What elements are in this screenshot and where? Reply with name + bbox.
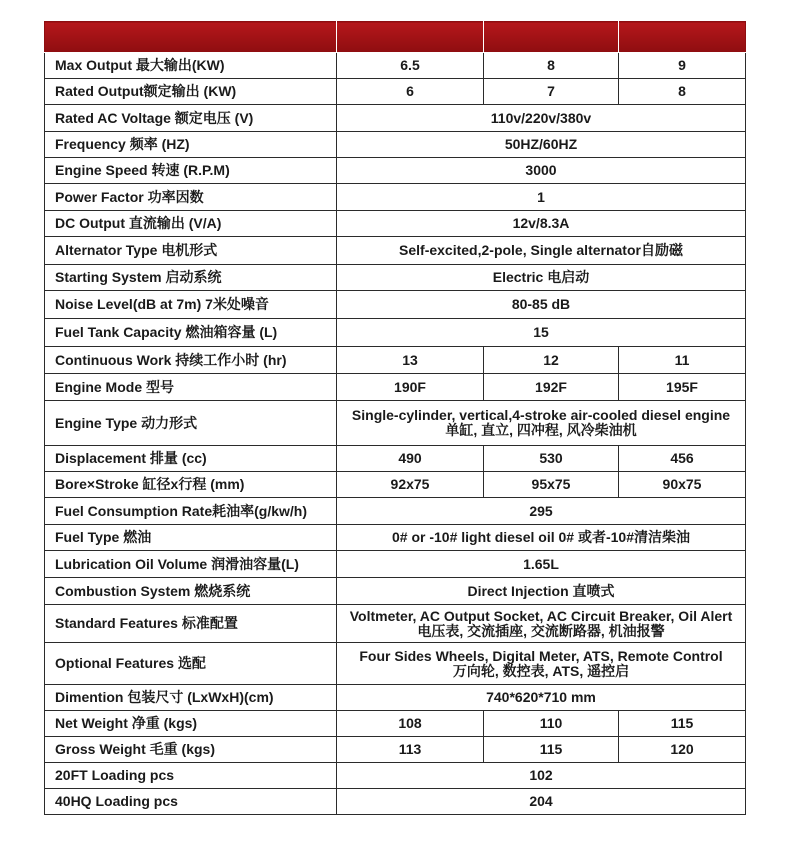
- spec-value: 13: [337, 347, 484, 374]
- spec-value: 530: [484, 446, 619, 472]
- spec-row: [45, 291, 746, 319]
- spec-value: 120: [619, 737, 746, 763]
- spec-value: [337, 498, 746, 525]
- spec-row: [45, 763, 746, 789]
- spec-value: [337, 789, 746, 815]
- spec-label: Standard Features 标准配置: [45, 605, 337, 643]
- spec-value-line: Single-cylinder, vertical,4-stroke air-cooled diesel engine: [351, 407, 731, 423]
- spec-row: [45, 401, 746, 446]
- spec-value: 9: [619, 53, 746, 79]
- spec-label: Fuel Consumption Rate耗油率(g/kw/h): [45, 498, 337, 525]
- spec-value: [337, 643, 746, 685]
- spec-label: DC Output 直流输出 (V/A): [45, 211, 337, 237]
- spec-value: [337, 551, 746, 578]
- spec-label: Engine Type 动力形式: [45, 401, 337, 446]
- spec-value-line: 电压表, 交流插座, 交流断路器, 机油报警: [417, 622, 665, 639]
- spec-value-line: Self-excited,2-pole, Single alternator自励磁: [399, 242, 683, 258]
- spec-value: 8: [619, 79, 746, 105]
- spec-value: [337, 211, 746, 237]
- spec-row: [45, 79, 746, 105]
- spec-value-line: 740*620*710 mm: [486, 689, 596, 705]
- spec-label: Displacement 排量 (cc): [45, 446, 337, 472]
- spec-row: [45, 525, 746, 551]
- spec-row: [45, 211, 746, 237]
- spec-value: [337, 605, 746, 643]
- spec-label: Rated Output额定输出 (KW): [45, 79, 337, 105]
- spec-label: Rated AC Voltage 额定电压 (V): [45, 105, 337, 132]
- spec-row: [45, 643, 746, 685]
- spec-row: [45, 551, 746, 578]
- spec-label: Lubrication Oil Volume 润滑油容量(L): [45, 551, 337, 578]
- spec-label: 40HQ Loading pcs: [45, 789, 337, 815]
- spec-value: 115: [619, 711, 746, 737]
- spec-value: [337, 184, 746, 211]
- spec-value-line: 204: [529, 793, 553, 809]
- spec-row: [45, 737, 746, 763]
- spec-label: Engine Mode 型号: [45, 374, 337, 401]
- spec-value-line: 3000: [525, 162, 557, 178]
- spec-value: 192F: [484, 374, 619, 401]
- spec-row: [45, 498, 746, 525]
- spec-row: [45, 158, 746, 184]
- spec-row: [45, 711, 746, 737]
- spec-value: 115: [484, 737, 619, 763]
- spec-value-line: 102: [529, 767, 553, 783]
- spec-label: 20FT Loading pcs: [45, 763, 337, 789]
- spec-value-line: 110v/220v/380v: [490, 109, 592, 126]
- spec-value: 6: [337, 79, 484, 105]
- spec-label: Continuous Work 持续工作小时 (hr): [45, 347, 337, 374]
- spec-row: [45, 446, 746, 472]
- spec-row: [45, 184, 746, 211]
- spec-value-line: Four Sides Wheels, Digital Meter, ATS, Remote Control: [359, 647, 723, 664]
- spec-row: [45, 578, 746, 605]
- spec-value: [337, 265, 746, 291]
- spec-value-line: Direct Injection 直喷式: [467, 582, 615, 599]
- spec-value-line: 80-85 dB: [511, 296, 571, 312]
- spec-label: Optional Features 选配: [45, 643, 337, 685]
- spec-value: [337, 401, 746, 446]
- header-cell: [337, 22, 484, 53]
- spec-value: 490: [337, 446, 484, 472]
- spec-value: 108: [337, 711, 484, 737]
- spec-value: 113: [337, 737, 484, 763]
- spec-value: [337, 105, 746, 132]
- spec-value: [337, 132, 746, 158]
- spec-value: 8: [484, 53, 619, 79]
- spec-value-line: 1: [537, 188, 545, 205]
- spec-value-line: 单缸, 直立, 四冲程, 风冷柴油机: [445, 422, 637, 438]
- spec-value-line: Electric 电启动: [492, 269, 590, 285]
- spec-value-line: 50HZ/60HZ: [504, 136, 578, 152]
- spec-value: [337, 237, 746, 265]
- spec-label: Frequency 频率 (HZ): [45, 132, 337, 158]
- header-row: [45, 22, 746, 53]
- spec-label: Starting System 启动系统: [45, 265, 337, 291]
- spec-row: [45, 374, 746, 401]
- spec-label: Power Factor 功率因数: [45, 184, 337, 211]
- spec-label: Net Weight 净重 (kgs): [45, 711, 337, 737]
- header-cell: [619, 22, 746, 53]
- spec-value-line: 12v/8.3A: [512, 215, 570, 231]
- spec-value: 95x75: [484, 472, 619, 498]
- spec-row: [45, 789, 746, 815]
- spec-label: Noise Level(dB at 7m) 7米处噪音: [45, 291, 337, 319]
- spec-value: 12: [484, 347, 619, 374]
- header-cell: [45, 22, 337, 53]
- spec-value: 6.5: [337, 53, 484, 79]
- spec-label: Fuel Tank Capacity 燃油箱容量 (L): [45, 319, 337, 347]
- spec-label: Max Output 最大输出(KW): [45, 53, 337, 79]
- spec-label: Bore×Stroke 缸径x行程 (mm): [45, 472, 337, 498]
- spec-value: 7: [484, 79, 619, 105]
- spec-value: 92x75: [337, 472, 484, 498]
- spec-row: [45, 105, 746, 132]
- spec-value: 110: [484, 711, 619, 737]
- spec-label: Alternator Type 电机形式: [45, 237, 337, 265]
- spec-label: Fuel Type 燃油: [45, 525, 337, 551]
- spec-row: [45, 319, 746, 347]
- spec-value: [337, 685, 746, 711]
- spec-value-line: 万向轮, 数控表, ATS, 遥控启: [452, 662, 630, 679]
- spec-row: [45, 237, 746, 265]
- spec-value: 190F: [337, 374, 484, 401]
- spec-label: Engine Speed 转速 (R.P.M): [45, 158, 337, 184]
- spec-label: Dimention 包装尺寸 (LxWxH)(cm): [45, 685, 337, 711]
- spec-value: [337, 763, 746, 789]
- spec-value: 456: [619, 446, 746, 472]
- spec-row: [45, 605, 746, 643]
- spec-value-line: 1.65L: [523, 555, 559, 572]
- spec-value-line: 15: [533, 324, 549, 340]
- header-cell: [484, 22, 619, 53]
- spec-value-line: 295: [529, 502, 553, 519]
- spec-row: [45, 685, 746, 711]
- spec-label: Gross Weight 毛重 (kgs): [45, 737, 337, 763]
- spec-row: [45, 347, 746, 374]
- spec-value: [337, 158, 746, 184]
- spec-value: [337, 578, 746, 605]
- spec-value-line: 0# or -10# light diesel oil 0# 或者-10#清洁柴油: [392, 529, 690, 545]
- spec-row: [45, 53, 746, 79]
- spec-row: [45, 472, 746, 498]
- spec-value: 11: [619, 347, 746, 374]
- spec-table: [44, 21, 746, 815]
- spec-value: [337, 525, 746, 551]
- spec-row: [45, 132, 746, 158]
- spec-value: 90x75: [619, 472, 746, 498]
- spec-value: [337, 291, 746, 319]
- spec-value: 195F: [619, 374, 746, 401]
- spec-label: Combustion System 燃烧系统: [45, 578, 337, 605]
- spec-value: [337, 319, 746, 347]
- spec-row: [45, 265, 746, 291]
- spec-value-line: Voltmeter, AC Output Socket, AC Circuit Breaker, Oil Alert: [349, 607, 733, 624]
